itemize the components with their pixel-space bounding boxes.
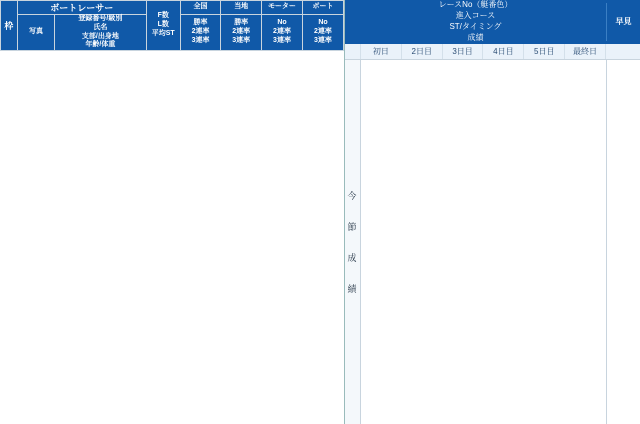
- results-grid: [345, 60, 640, 424]
- day-header-6: 最終日: [565, 44, 606, 59]
- results-header-text: [345, 0, 606, 42]
- header-motor-detail: No 2連率 3連率: [262, 15, 303, 51]
- early-prediction-header: 早見: [606, 3, 640, 41]
- header-racer-group: [17, 1, 146, 15]
- results-header: [345, 0, 640, 44]
- header-national: 全国: [180, 1, 221, 15]
- header-motor: モーター: [262, 1, 303, 15]
- day-header-5: 5日目: [524, 44, 565, 59]
- header-national-detail: 勝率 2連率 3連率: [180, 15, 221, 51]
- results-header-line2: 進入コース: [455, 11, 496, 21]
- header-boat: ボート: [302, 1, 343, 15]
- day-header-1: 初日: [361, 44, 402, 59]
- header-boat-detail: No 2連率 3連率: [302, 15, 343, 51]
- header-photo: 写真: [17, 15, 54, 51]
- side-label-char-1: 今: [347, 191, 358, 201]
- side-label-char-2: 節: [347, 222, 358, 232]
- early-prediction-column: [606, 60, 640, 424]
- header-local: 当地: [221, 1, 262, 15]
- results-side-label: [345, 60, 361, 424]
- header-st: F数 L数 平均ST: [146, 1, 180, 51]
- day-header-3: 3日目: [443, 44, 484, 59]
- header-waku: 枠: [1, 1, 18, 51]
- racer-table: [0, 0, 344, 51]
- table-header-row-top: [1, 1, 344, 15]
- results-header-line4: 成績: [467, 32, 484, 42]
- day-header-row: [345, 44, 640, 60]
- day-header-tail: [606, 44, 640, 59]
- side-label-char-4: 績: [347, 284, 358, 294]
- results-rows: [361, 60, 606, 424]
- results-header-line1: レースNo（艇番色）: [438, 0, 513, 10]
- recent-results-panel: [345, 0, 640, 424]
- day-header-4: 4日目: [483, 44, 524, 59]
- header-local-detail: 勝率 2連率 3連率: [221, 15, 262, 51]
- header-racer-detail: 登録番号/級別 氏名 支部/出身地 年齢/体重: [55, 15, 147, 51]
- header-racer-title: ボートレーサー: [50, 3, 114, 13]
- day-header-spacer: [345, 44, 361, 59]
- side-label-char-3: 成: [347, 253, 358, 263]
- results-header-line3: ST/タイミング: [449, 22, 502, 31]
- day-header-2: 2日目: [402, 44, 443, 59]
